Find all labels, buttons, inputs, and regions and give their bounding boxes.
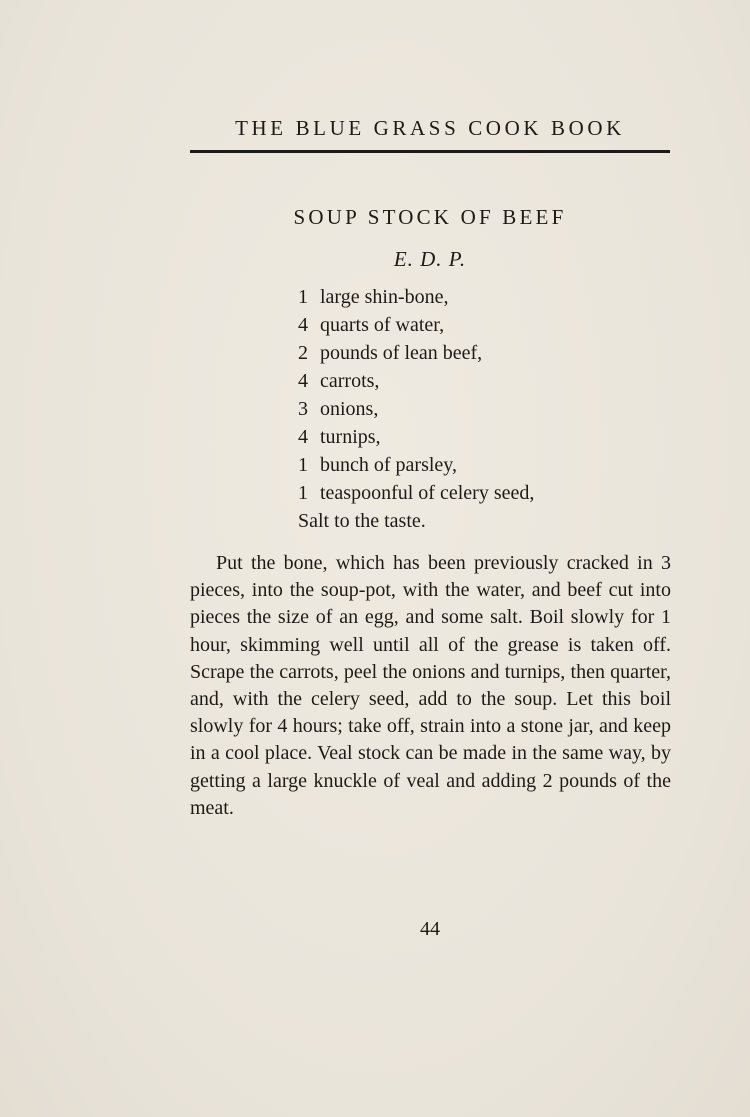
ingredient-text: pounds of lean beef, — [320, 342, 483, 364]
seasoning-line: Salt to the taste. — [298, 510, 426, 532]
ingredient-text: teaspoonful of celery seed, — [320, 482, 535, 504]
recipe-instructions: Put the bone, which has been previously cracked in 3 pieces, into the soup-pot, with the water, and beef cut into pieces the size of an egg, and some salt. Boil slowly for 1 hour, skimming well until all of the grease is taken off. Scrape the carrots, peel the onions and turnips, then quarter, and, with the celery seed, add to the soup. Let this boil slowly for 4 hours; take off, strain into a stone jar, and keep in a cool place. Veal stock can be made in the same way, by getting a large knuckle of veal and adding 2 pounds of the meat. — [190, 552, 671, 819]
ingredient-item — [298, 311, 534, 339]
ingredient-quantity: 1 — [298, 286, 308, 308]
ingredient-text: large shin-bone, — [320, 286, 449, 308]
ingredient-item — [298, 339, 534, 367]
ingredient-item — [298, 283, 534, 311]
ingredient-quantity: 3 — [298, 398, 308, 420]
ingredient-text: bunch of parsley, — [320, 454, 457, 476]
ingredient-quantity: 4 — [298, 370, 308, 392]
ingredient-item — [298, 423, 534, 451]
ingredient-item — [298, 451, 534, 479]
ingredient-quantity: 1 — [298, 454, 308, 476]
ingredient-text: carrots, — [320, 370, 380, 392]
ingredient-quantity: 4 — [298, 314, 308, 336]
ingredient-text: onions, — [320, 398, 379, 420]
ingredient-item — [298, 367, 534, 395]
ingredient-list — [298, 283, 534, 535]
ingredient-quantity: 2 — [298, 342, 308, 364]
ingredient-quantity: 1 — [298, 482, 308, 504]
ingredient-text: quarts of water, — [320, 314, 445, 336]
running-head: THE BLUE GRASS COOK BOOK — [235, 116, 625, 140]
recipe-byline: E. D. P. — [393, 247, 467, 271]
page-number: 44 — [420, 918, 440, 940]
ingredient-item — [298, 395, 534, 423]
ingredient-quantity: 4 — [298, 426, 308, 448]
recipe-title: SOUP STOCK OF BEEF — [293, 205, 567, 229]
ingredient-item — [298, 479, 534, 507]
header-rule — [190, 150, 670, 153]
ingredient-text: turnips, — [320, 426, 381, 448]
